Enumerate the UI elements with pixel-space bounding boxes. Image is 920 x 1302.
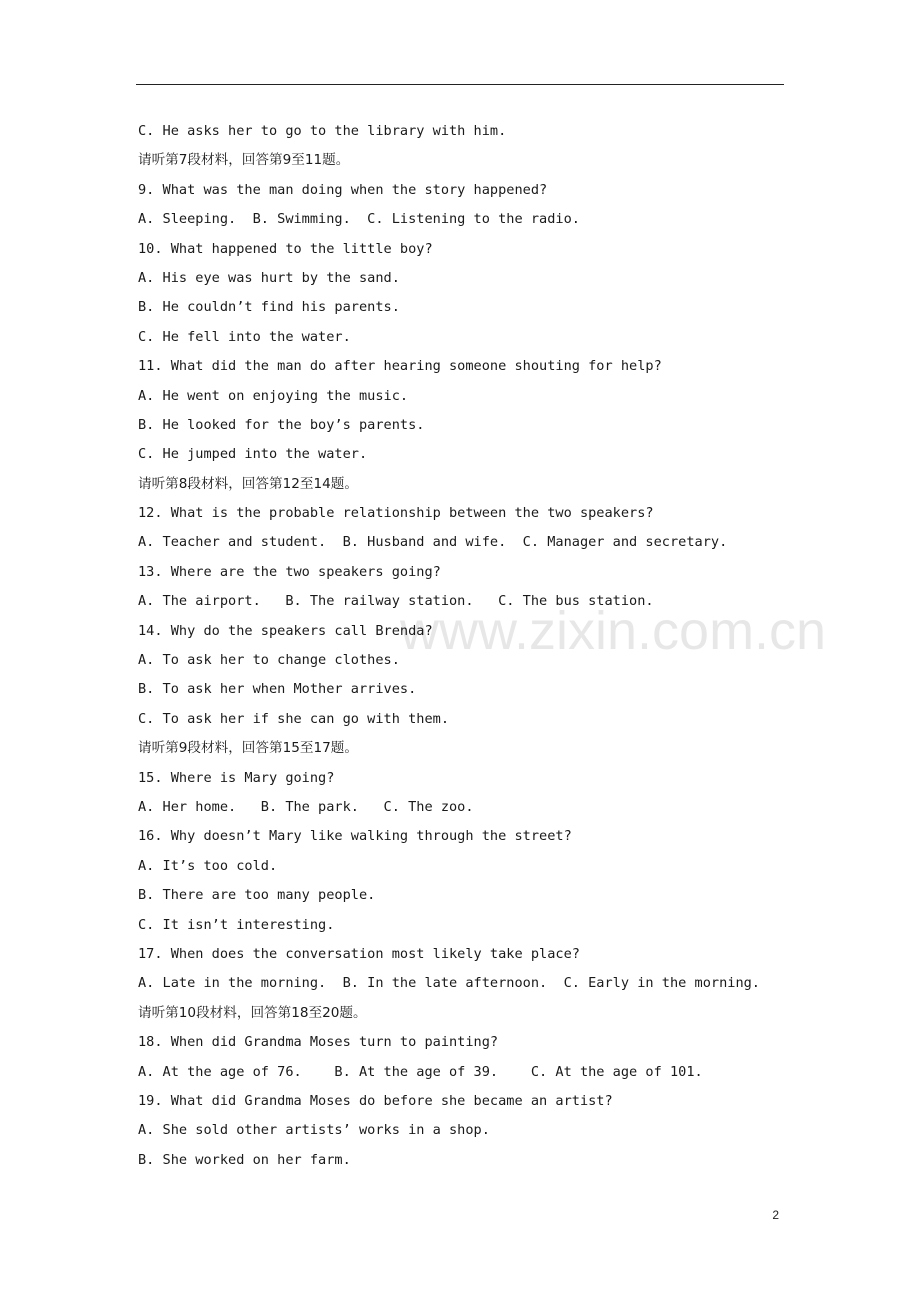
question-line: B. He looked for the boy’s parents. (138, 416, 425, 433)
question-line: 12. What is the probable relationship between the two speakers? (138, 505, 654, 522)
question-line: A. Her home. B. The park. C. The zoo. (138, 798, 474, 815)
question-line: A. The airport. B. The railway station. C. The bus station. (138, 593, 654, 610)
question-line: 9. What was the man doing when the story happened? (138, 181, 548, 198)
question-line: A. It’s too cold. (138, 857, 278, 874)
question-line: A. To ask her to change clothes. (138, 652, 400, 669)
question-line: B. There are too many people. (138, 887, 376, 904)
question-line: A. He went on enjoying the music. (138, 387, 409, 404)
question-line: 13. Where are the two speakers going? (138, 563, 441, 580)
question-line: A. Late in the morning. B. In the late afternoon. C. Early in the morning. (138, 975, 760, 992)
document-body (138, 117, 778, 1175)
question-line: A. Sleeping. B. Swimming. C. Listening to the radio. (138, 211, 580, 228)
question-line: A. At the age of 76. B. At the age of 39. C. At the age of 101. (138, 1063, 703, 1080)
question-line: 15. Where is Mary going? (138, 769, 335, 786)
question-line: 10. What happened to the little boy? (138, 240, 433, 257)
section-instruction: 请听第7段材料，回答第9至11题。 (138, 152, 350, 169)
question-line: 16. Why doesn’t Mary like walking through the street? (138, 828, 572, 845)
header-rule (136, 84, 784, 85)
question-line: 14. Why do the speakers call Brenda? (138, 622, 433, 639)
question-line: C. It isn’t interesting. (138, 916, 335, 933)
watermark: www.zixin.com.cn (400, 601, 827, 661)
question-line: 19. What did Grandma Moses do before she became an artist? (138, 1092, 613, 1109)
question-line: A. His eye was hurt by the sand. (138, 269, 400, 286)
question-line: C. He asks her to go to the library with him. (138, 123, 507, 139)
question-line: C. To ask her if she can go with them. (138, 710, 449, 727)
question-line: B. To ask her when Mother arrives. (138, 681, 417, 698)
section-instruction: 请听第8段材料，回答第12至14题。 (138, 475, 358, 492)
section-instruction: 请听第10段材料，回答第18至20题。 (138, 1004, 367, 1021)
question-line: A. Teacher and student. B. Husband and wife. C. Manager and secretary. (138, 534, 728, 551)
question-line: 17. When does the conversation most likely take place? (138, 945, 580, 962)
section-instruction: 请听第9段材料，回答第15至17题。 (138, 740, 358, 757)
question-line: C. He fell into the water. (138, 328, 351, 345)
question-line: 11. What did the man do after hearing someone shouting for help? (138, 358, 662, 375)
question-line: B. He couldn’t find his parents. (138, 299, 400, 316)
question-line: B. She worked on her farm. (138, 1151, 351, 1168)
question-line: C. He jumped into the water. (138, 446, 368, 463)
question-line: A. She sold other artists’ works in a shop. (138, 1122, 490, 1139)
question-line: 18. When did Grandma Moses turn to painting? (138, 1034, 499, 1051)
page-number: 2 (772, 1208, 779, 1222)
